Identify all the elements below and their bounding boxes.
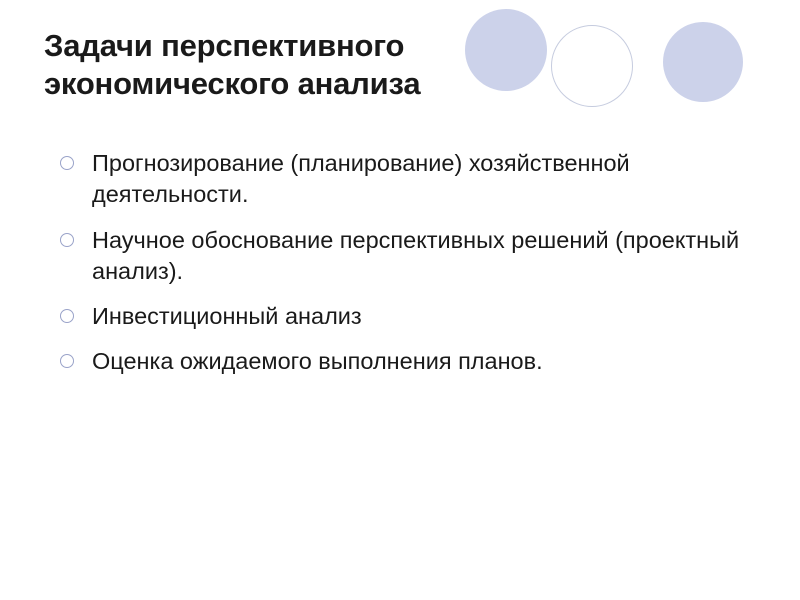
list-item xyxy=(54,225,754,288)
bullet-circle-icon xyxy=(60,233,74,247)
decorative-circle-filled-icon xyxy=(663,22,743,102)
bullet-circle-icon xyxy=(60,309,74,323)
bullet-circle-icon xyxy=(60,156,74,170)
slide-title: Задачи перспективного экономического анализа xyxy=(44,28,421,101)
slide-bullet-list xyxy=(54,148,754,392)
list-item xyxy=(54,301,754,332)
list-item-text: Прогнозирование (планирование) хозяйственной деятельности. xyxy=(92,150,630,208)
bullet-circle-icon xyxy=(60,354,74,368)
list-item xyxy=(54,346,754,377)
list-item-text: Инвестиционный анализ xyxy=(92,303,362,329)
list-item-text: Оценка ожидаемого выполнения планов. xyxy=(92,348,543,375)
list-item xyxy=(54,148,754,211)
list-item-text: Научное обоснование перспективных решений (проектный анализ). xyxy=(92,226,740,284)
